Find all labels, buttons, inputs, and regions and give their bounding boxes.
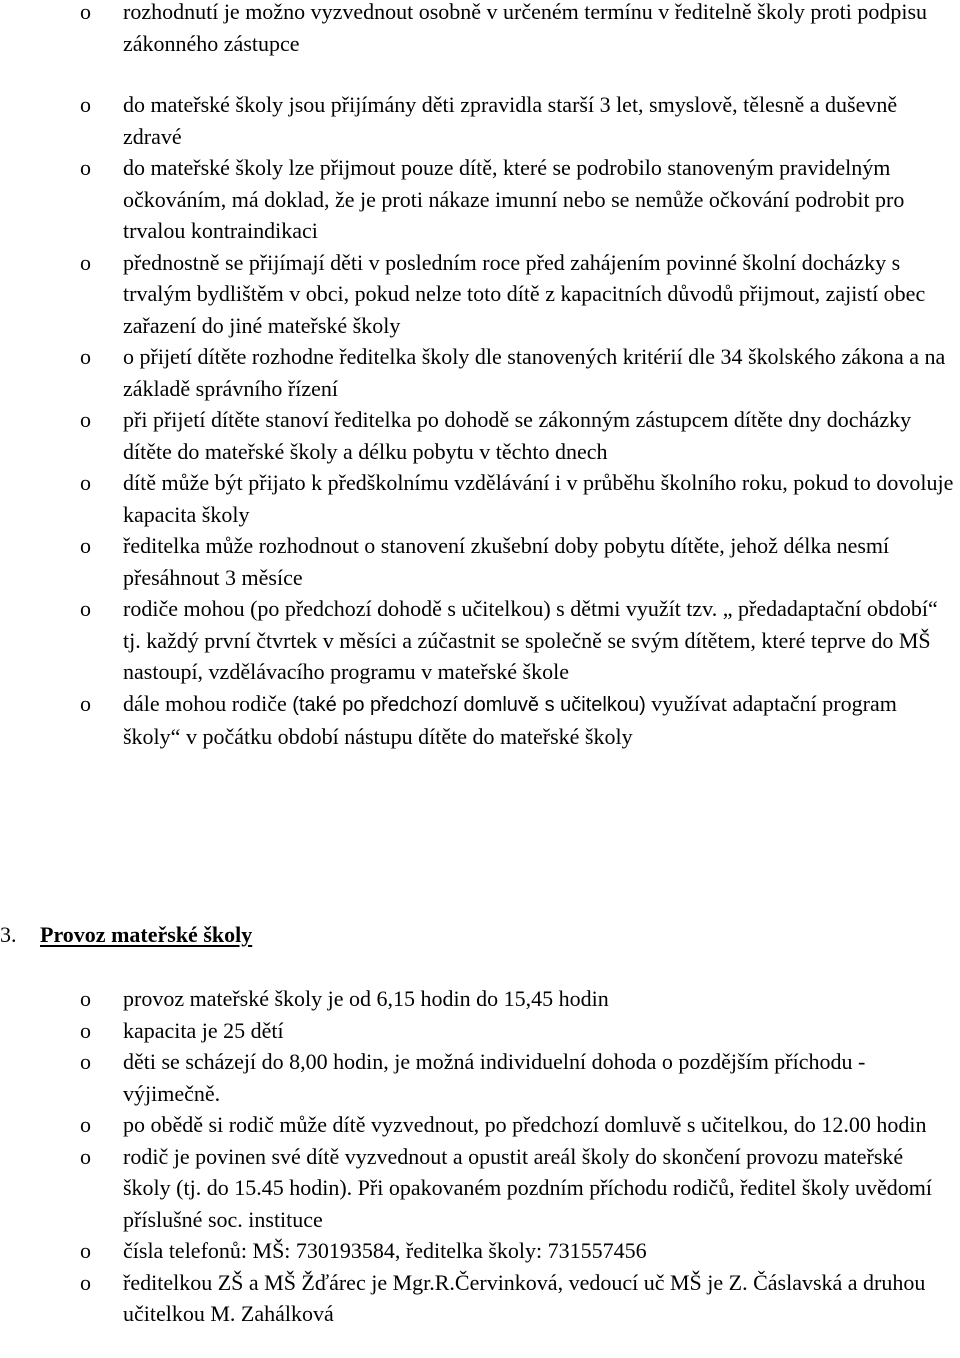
list-item <box>0 341 960 404</box>
list-item-text: kapacita je 25 dětí <box>123 1017 284 1043</box>
list-item-text-part: (také po předchozí domluvě s učitelkou) <box>292 693 646 716</box>
list-item-text: rozhodnutí je možno vyzvednout osobně v určeném termínu v ředitelně školy proti podpisu zákonného zástupce <box>123 0 928 56</box>
bullet: o <box>80 155 91 180</box>
list-item-text: rodič je povinen své dítě vyzvednout a opustit areál školy do skončení provozu mateřské školy (tj. do 15.45 hodin). Při opakovaném pozdním příchodu rodičů, ředitel školy uvědomí příslušné soc. instituce <box>123 1143 932 1232</box>
list-item-text: ředitelkou ZŠ a MŠ Žďárec je Mgr.R.Červinková, vedoucí uč MŠ je Z. Čáslavská a druhou učitelkou M. Zahálková <box>123 1269 926 1326</box>
bullet: o <box>80 1143 91 1169</box>
list-item <box>0 89 960 152</box>
list-item <box>0 1109 960 1141</box>
list-item-text: ředitelka může rozhodnout o stanovení zkušební doby pobytu dítěte, jehož délka nesmí přesáhnout 3 měsíce <box>123 533 890 590</box>
list-item-text: do mateřské školy jsou přijímány děti zpravidla starší 3 let, smyslově, tělesně a duševně zdravé <box>123 92 898 149</box>
list-item <box>0 1235 960 1267</box>
bullet: o <box>80 0 91 24</box>
list-item <box>0 404 960 467</box>
bullet: o <box>80 1112 91 1137</box>
list-item-text: do mateřské školy lze přijmout pouze dítě, které se podrobilo stanoveným pravidelným očkováním, má doklad, že je proti nákaze imunní nebo se nemůže očkování podrobit pro trvalou kontraindikaci <box>123 155 905 243</box>
bullet: o <box>80 690 91 716</box>
list-item <box>0 688 960 753</box>
bullet: o <box>80 986 91 1011</box>
bullet: o <box>80 249 91 275</box>
bullet: o <box>80 1269 91 1295</box>
list-item <box>0 983 960 1015</box>
section-number: 3. <box>0 922 17 947</box>
list-item <box>0 1267 960 1330</box>
bullet: o <box>80 533 91 558</box>
bullet: o <box>80 596 91 621</box>
bullet: o <box>80 344 91 369</box>
list-item <box>0 1046 960 1109</box>
list-item-text-part: dále mohou rodiče <box>123 690 293 716</box>
bullet: o <box>80 407 91 432</box>
operation-rules-list <box>0 983 960 1330</box>
list-item-text: po obědě si rodič může dítě vyzvednout, po předchozí domluvě s učitelkou, do 12.00 hodin <box>123 1112 927 1137</box>
list-item-text: při přijetí dítěte stanoví ředitelka po dohodě se zákonným zástupcem dítěte dny docházky dítěte do mateřské školy a délku pobytu v těchto dnech <box>123 407 912 464</box>
list-item-text: přednostně se přijímají děti v posledním roce před zahájením povinné školní docházky s trvalým bydlištěm v obci, pokud nelze toto dítě z kapacitních důvodů přijmout, zajistí obec zařazení do jiné mateřské školy <box>123 249 926 338</box>
list-item <box>0 593 960 688</box>
list-item <box>0 467 960 530</box>
list-item <box>0 0 960 59</box>
list-item <box>0 1015 960 1047</box>
list-item-text: provoz mateřské školy je od 6,15 hodin do 15,45 hodin <box>123 986 609 1011</box>
list-item-text-part: využívat adaptační program školy“ v počátku období nástupu dítěte do mateřské školy <box>123 690 897 749</box>
list-item <box>0 152 960 247</box>
list-item-text: dítě může být přijato k předškolnímu vzdělávání i v průběhu školního roku, pokud to dovoluje kapacita školy <box>123 470 954 527</box>
bullet: o <box>80 1049 91 1074</box>
section-title: Provoz mateřské školy <box>40 922 253 947</box>
list-item-text: rodiče mohou (po předchozí dohodě s učitelkou) s dětmi využít tzv. „ předadaptační období“ tj. každý první čtvrtek v měsíci a zúčastnit se společně se svým dítětem, které teprve do MŠ nastoupí, vzdělávacího programu v mateřské škole <box>123 596 938 684</box>
bullet: o <box>80 92 91 117</box>
bullet: o <box>80 470 91 495</box>
list-item-text: o přijetí dítěte rozhodne ředitelka školy dle stanovených kritérií dle 34 školského zákona a na základě správního řízení <box>123 344 946 401</box>
list-item-text: čísla telefonů: MŠ: 730193584, ředitelka školy: 731557456 <box>123 1238 647 1263</box>
list-item <box>0 530 960 593</box>
bullet: o <box>80 1238 91 1263</box>
list-item <box>0 1141 960 1236</box>
bullet: o <box>80 1017 91 1043</box>
list-item-text: děti se scházejí do 8,00 hodin, je možná individuelní dohoda o pozdějším příchodu - výjimečně. <box>123 1049 866 1106</box>
list-item <box>0 247 960 342</box>
